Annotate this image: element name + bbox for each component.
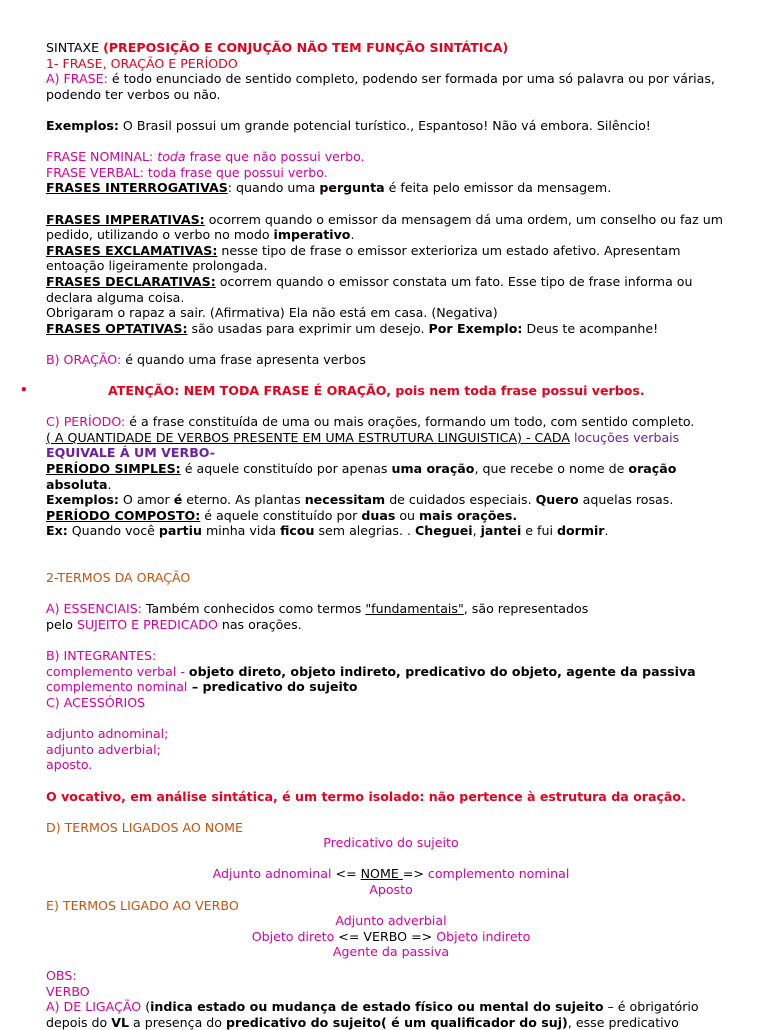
bullet-icon: •	[20, 383, 28, 398]
periodo-equivale: EQUIVALE Á UM VERBO-	[46, 445, 215, 461]
frase-verbal: FRASE VERBAL: toda frase que possui verbo.	[46, 164, 328, 180]
periodo-simples: PERÍODO SIMPLES: é aquele constituído por apenas uma oração, que recebe o nome de oração absoluta.	[46, 461, 677, 492]
periodo-ex2: Ex: Quando você partiu minha vida ficou sem alegrias. . Cheguei, jantei e fui dormir.	[46, 523, 609, 539]
document-page	[20, 40, 736, 1030]
vocativo-note: O vocativo, em análise sintática, é um termo isolado: não pertence à estrutura da oração.	[46, 788, 686, 804]
complemento-verbal: complemento verbal - objeto direto, objeto indireto, predicativo do objeto, agente da passiva	[46, 663, 696, 679]
title-line	[46, 40, 736, 56]
obs-label: OBS:	[46, 968, 77, 984]
verbo-heading: E) TERMOS LIGADO AO VERBO	[46, 897, 239, 913]
ligacao-paragraph: A) DE LIGAÇÃO (indica estado ou mudança de estado físico ou mental do sujeito – é obrigatório depois do VL a presença do predicativo do sujeito( é um qualificador do suj), esse predicativo	[46, 999, 699, 1030]
frases-optativas: FRASES OPTATIVAS: são usadas para exprimir um desejo. Por Exemplo: Deus te acompanhe!	[46, 320, 659, 336]
aposto: aposto.	[46, 757, 93, 773]
declarativas-examples: Obrigaram o rapaz a sair. (Afirmativa) Ela não está em casa. (Negativa)	[46, 305, 498, 321]
integrantes-heading: B) INTEGRANTES:	[46, 648, 157, 664]
frase-label: A) FRASE:	[46, 71, 108, 87]
nome-top: Predicativo do sujeito	[323, 835, 459, 851]
title-sintaxe: SINTAXE	[46, 40, 100, 55]
frases-imperativas: FRASES IMPERATIVAS: ocorrem quando o emissor da mensagem dá uma ordem, um conselho ou faz um pedido, utilizando o verbo no modo imperativo.	[46, 211, 723, 243]
adjunto-adnominal: adjunto adnominal;	[46, 726, 169, 742]
section1-heading: 1- FRASE, ORAÇÃO E PERÍODO	[46, 55, 238, 71]
frases-interrogativas: FRASES INTERROGATIVAS: quando uma pergunta é feita pelo emissor da mensagem.	[46, 180, 612, 196]
frase-definition: A) FRASE: é todo enunciado de sentido completo, podendo ser formada por uma só palavra ou por várias, podendo ter verbos ou não.	[46, 71, 715, 102]
nome-middle: Adjunto adnominal <= NOME => complemento nominal	[212, 866, 570, 882]
adjunto-adverbial: adjunto adverbial;	[46, 741, 161, 757]
periodo-composto: PERÍODO COMPOSTO: é aquele constituído por duas ou mais orações.	[46, 507, 518, 523]
essenciais-line: A) ESSENCIAIS: Também conhecidos como termos "fundamentais", são representados	[46, 601, 589, 617]
periodo-quantidade: ( A QUANTIDADE DE VERBOS PRESENTE EM UMA ESTRUTURA LINGUISTICA) - CADA locuções verbais	[46, 429, 680, 445]
exemplos-line: Exemplos: O Brasil possui um grande potencial turístico., Espantoso! Não vá embora. Silêncio!	[46, 117, 651, 133]
frases-exclamativas: FRASES EXCLAMATIVAS: nesse tipo de frase o emissor exterioriza um estado afetivo. Apresentam entoação ligeiramente prolongada.	[46, 242, 681, 274]
verbo-top: Adjunto adverbial	[335, 913, 447, 929]
nome-heading: D) TERMOS LIGADOS AO NOME	[46, 819, 243, 835]
frases-declarativas: FRASES DECLARATIVAS: ocorrem quando o emissor constata um fato. Esse tipo de frase informa ou declara alguma coisa.	[46, 273, 693, 305]
oracao-definition: B) ORAÇÃO: é quando uma frase apresenta verbos	[46, 351, 366, 367]
complemento-nominal: complemento nominal – predicativo do sujeito	[46, 679, 358, 695]
acessorios-heading: C) ACESSÓRIOS	[46, 694, 146, 710]
exemplos-label: Exemplos:	[46, 117, 119, 133]
periodo-definition: C) PERÍODO: é a frase constituída de uma ou mais orações, formando um todo, com sentido completo.	[46, 414, 695, 430]
atencao-line: • ATENÇÃO: NEM TODA FRASE É ORAÇÃO, pois nem toda frase possui verbos.	[20, 383, 645, 399]
verbo-label: VERBO	[46, 983, 90, 999]
title-note: (PREPOSIÇÃO E CONJUÇÃO NÃO TEM FUNÇÃO SINTÁTICA)	[103, 40, 509, 55]
section2-heading: 2-TERMOS DA ORAÇÃO	[46, 570, 191, 586]
periodo-exemplos: Exemplos: O amor é eterno. As plantas necessitam de cuidados especiais. Quero aquelas rosas.	[46, 492, 674, 508]
verbo-middle: Objeto direto <= VERBO => Objeto indireto	[251, 928, 531, 944]
essenciais-line2: pelo SUJEITO E PREDICADO nas orações.	[46, 616, 302, 632]
frase-nominal: FRASE NOMINAL: toda frase que não possui verbo.	[46, 149, 365, 165]
verbo-bottom: Agente da passiva	[332, 944, 450, 960]
nome-bottom: Aposto	[369, 882, 413, 898]
